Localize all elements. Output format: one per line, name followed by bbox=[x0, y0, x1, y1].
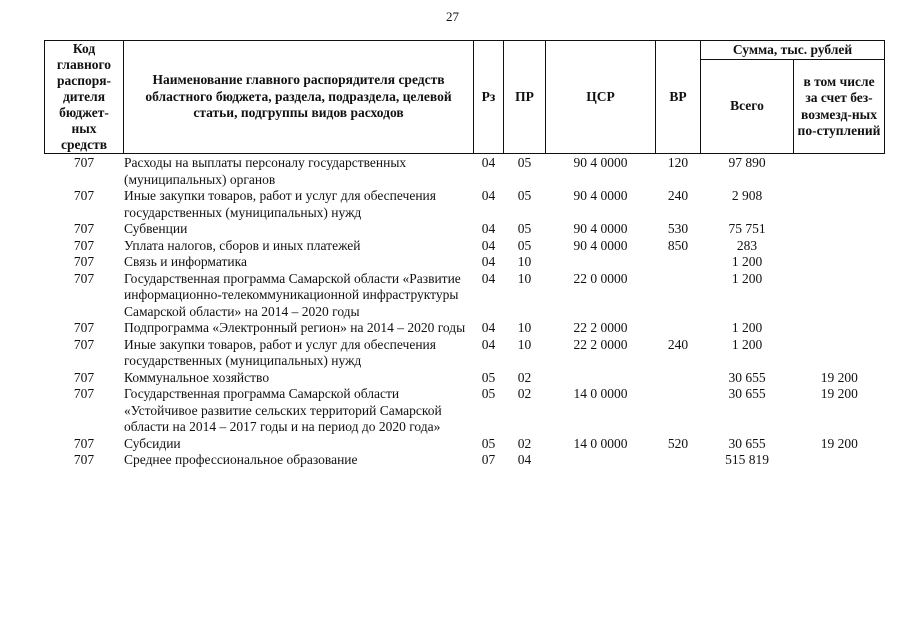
cell-code: 707 bbox=[73, 270, 95, 286]
cell-vr: 520 bbox=[667, 435, 689, 451]
cell-total: 30 655 bbox=[728, 369, 766, 385]
cell-pr: 05 bbox=[517, 155, 532, 170]
cell-csr bbox=[546, 452, 656, 469]
cell-vr: 120 bbox=[667, 155, 689, 170]
cell-pr: 10 bbox=[517, 320, 532, 335]
table-row bbox=[45, 386, 885, 436]
cell-code: 707 bbox=[73, 254, 95, 269]
cell-total: 75 751 bbox=[728, 221, 766, 236]
cell-total: 97 890 bbox=[728, 155, 766, 170]
cell-free bbox=[794, 188, 885, 221]
cell-total: 30 655 bbox=[728, 435, 766, 451]
table-row bbox=[45, 452, 885, 469]
cell-csr: 14 0 0000 bbox=[573, 435, 628, 451]
table-row bbox=[45, 370, 885, 387]
cell-total: 1 200 bbox=[731, 320, 763, 335]
cell-pr: 02 bbox=[517, 435, 532, 451]
cell-total: 2 908 bbox=[731, 188, 763, 203]
cell-free bbox=[794, 452, 885, 469]
cell-pr: 02 bbox=[517, 369, 532, 385]
cell-total: 1 200 bbox=[731, 270, 763, 286]
cell-rz: 04 bbox=[481, 155, 496, 170]
cell-csr: 14 0 0000 bbox=[573, 386, 628, 401]
cell-csr: 90 4 0000 bbox=[573, 221, 628, 236]
cell-rz: 04 bbox=[481, 237, 496, 253]
table-row bbox=[45, 320, 885, 337]
cell-csr: 90 4 0000 bbox=[573, 188, 628, 203]
header-vr: ВР bbox=[656, 41, 701, 154]
cell-csr: 22 2 0000 bbox=[573, 336, 628, 352]
cell-free: 19 200 bbox=[820, 435, 858, 451]
header-rz: Рз bbox=[474, 41, 504, 154]
cell-total: 30 655 bbox=[728, 386, 766, 401]
header-code: Код главного распоря-дителя бюджет-ных средств bbox=[45, 41, 124, 154]
cell-vr bbox=[656, 271, 701, 321]
table-row bbox=[45, 436, 885, 453]
cell-csr: 90 4 0000 bbox=[573, 237, 628, 253]
cell-free bbox=[794, 221, 885, 238]
cell-name: Среднее профессиональное образование bbox=[124, 452, 358, 467]
cell-free bbox=[794, 238, 885, 255]
budget-table bbox=[44, 40, 885, 469]
cell-pr: 10 bbox=[517, 336, 532, 352]
cell-code: 707 bbox=[73, 320, 95, 335]
cell-rz: 04 bbox=[481, 270, 496, 286]
cell-pr: 02 bbox=[517, 386, 532, 401]
cell-csr bbox=[546, 370, 656, 387]
cell-name: Государственная программа Самарской области «Развитие информационно-телекоммуникационной инфраструктуры Самарской области» на 2014 – 2020 годы bbox=[124, 270, 461, 319]
cell-total: 1 200 bbox=[731, 254, 763, 269]
cell-vr bbox=[656, 370, 701, 387]
cell-free: 19 200 bbox=[820, 369, 858, 385]
table-row bbox=[45, 188, 885, 221]
table-row bbox=[45, 337, 885, 370]
cell-vr: 240 bbox=[667, 336, 689, 352]
header-csr: ЦСР bbox=[546, 41, 656, 154]
cell-rz: 05 bbox=[481, 386, 496, 401]
cell-free: 19 200 bbox=[820, 386, 858, 401]
cell-pr: 10 bbox=[517, 254, 532, 269]
cell-free bbox=[794, 320, 885, 337]
table-body bbox=[45, 154, 885, 469]
cell-name: Коммунальное хозяйство bbox=[124, 369, 270, 385]
cell-name: Государственная программа Самарской области «Устойчивое развитие сельских территорий Самарской области на 2014 – 2017 годы и на период до 2020 года» bbox=[124, 386, 442, 434]
cell-name: Субсидии bbox=[124, 435, 181, 451]
header-pr: ПР bbox=[504, 41, 546, 154]
cell-csr: 22 0 0000 bbox=[573, 270, 628, 286]
cell-rz: 05 bbox=[481, 369, 496, 385]
cell-free bbox=[794, 337, 885, 370]
cell-csr: 22 2 0000 bbox=[573, 320, 628, 335]
cell-total: 283 bbox=[736, 237, 758, 253]
cell-csr: 90 4 0000 bbox=[573, 155, 628, 170]
cell-name: Расходы на выплаты персоналу государственных (муниципальных) органов bbox=[124, 155, 407, 187]
cell-free bbox=[794, 254, 885, 271]
cell-rz: 04 bbox=[481, 336, 496, 352]
cell-free bbox=[794, 154, 885, 189]
cell-code: 707 bbox=[73, 188, 95, 203]
header-free: в том числе за счет без-возмезд-ных по-ступлений bbox=[794, 60, 885, 154]
table-row bbox=[45, 154, 885, 189]
cell-name: Иные закупки товаров, работ и услуг для обеспечения государственных (муниципальных) нужд bbox=[124, 188, 436, 220]
cell-pr: 04 bbox=[517, 452, 532, 467]
cell-code: 707 bbox=[73, 336, 95, 352]
cell-pr: 10 bbox=[517, 270, 532, 286]
cell-name: Уплата налогов, сборов и иных платежей bbox=[124, 237, 361, 253]
cell-code: 707 bbox=[73, 386, 95, 401]
cell-vr: 530 bbox=[667, 221, 689, 236]
table-row bbox=[45, 221, 885, 238]
cell-name: Субвенции bbox=[124, 221, 188, 236]
cell-vr bbox=[656, 254, 701, 271]
table-header bbox=[45, 41, 885, 154]
cell-total: 1 200 bbox=[731, 336, 763, 352]
page-number: 27 bbox=[446, 9, 459, 24]
cell-code: 707 bbox=[73, 237, 95, 253]
cell-vr bbox=[656, 320, 701, 337]
cell-rz: 04 bbox=[481, 188, 496, 203]
cell-pr: 05 bbox=[517, 221, 532, 236]
cell-name: Подпрограмма «Электронный регион» на 2014 – 2020 годы bbox=[124, 320, 466, 335]
cell-vr: 850 bbox=[667, 237, 689, 253]
cell-code: 707 bbox=[73, 369, 95, 385]
cell-name: Иные закупки товаров, работ и услуг для обеспечения государственных (муниципальных) нужд bbox=[124, 336, 436, 368]
cell-rz: 05 bbox=[481, 435, 496, 451]
cell-code: 707 bbox=[73, 221, 95, 236]
cell-pr: 05 bbox=[517, 237, 532, 253]
cell-vr: 240 bbox=[667, 188, 689, 203]
cell-vr bbox=[656, 386, 701, 436]
cell-pr: 05 bbox=[517, 188, 532, 203]
table-row bbox=[45, 271, 885, 321]
cell-code: 707 bbox=[73, 155, 95, 170]
cell-csr bbox=[546, 254, 656, 271]
table-row bbox=[45, 254, 885, 271]
header-name: Наименование главного распорядителя средств областного бюджета, раздела, подраздела, целевой статьи, подгруппы видов расходов bbox=[124, 41, 474, 154]
cell-code: 707 bbox=[73, 435, 95, 451]
cell-code: 707 bbox=[73, 452, 95, 467]
cell-rz: 04 bbox=[481, 221, 496, 236]
cell-name: Связь и информатика bbox=[124, 254, 247, 269]
cell-total: 515 819 bbox=[725, 452, 769, 467]
cell-rz: 04 bbox=[481, 320, 496, 335]
cell-rz: 07 bbox=[481, 452, 496, 467]
cell-rz: 04 bbox=[481, 254, 496, 269]
cell-free bbox=[794, 271, 885, 321]
header-sum: Сумма, тыс. рублей bbox=[701, 41, 885, 60]
table-row bbox=[45, 238, 885, 255]
header-total: Всего bbox=[701, 60, 794, 154]
cell-vr bbox=[656, 452, 701, 469]
